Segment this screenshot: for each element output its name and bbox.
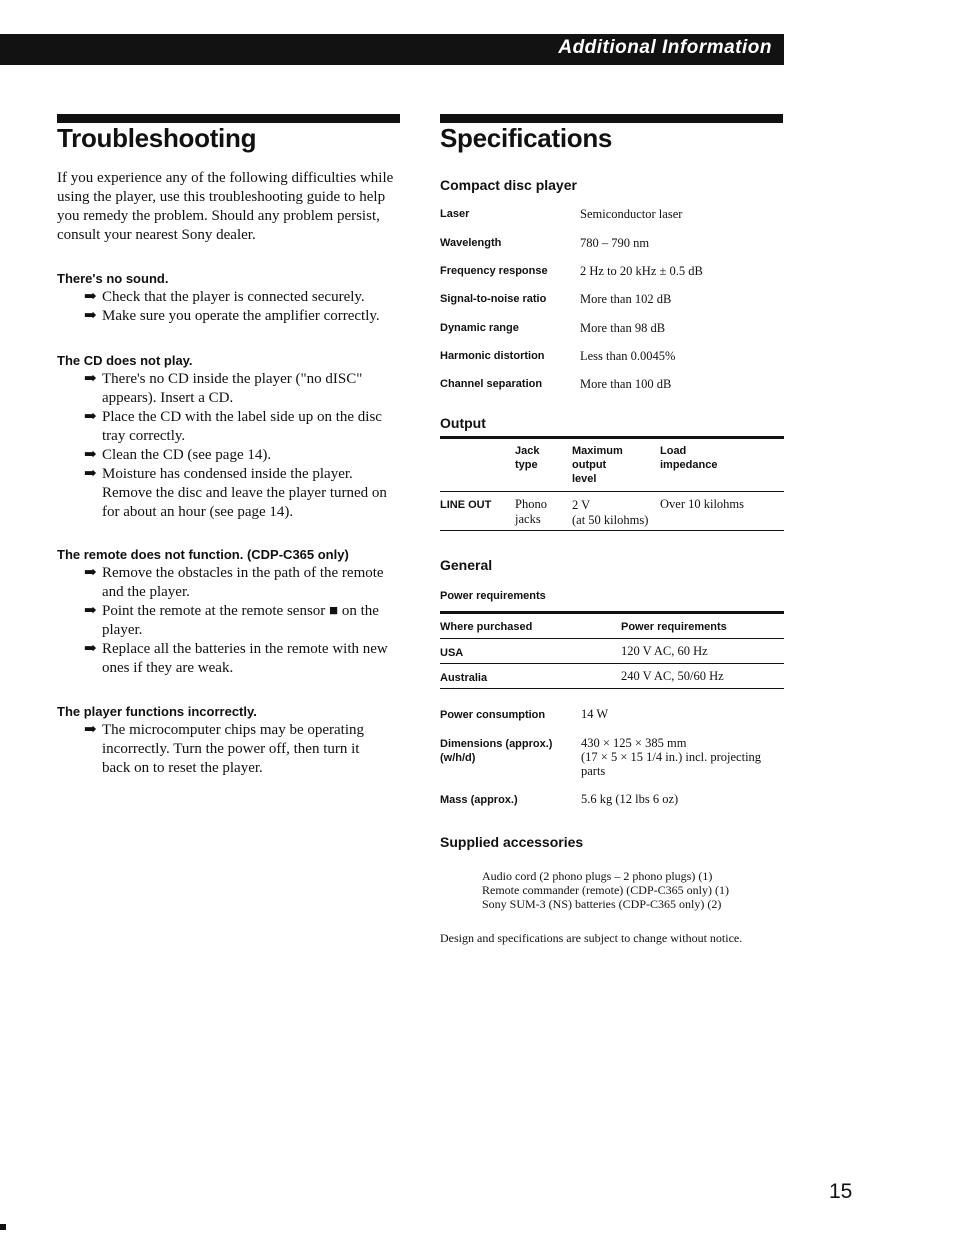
item-line: back on to reset the player. — [102, 760, 263, 776]
intro-line: If you experience any of the following difficulties while — [57, 170, 394, 186]
power-row-value: 120 V AC, 60 Hz — [621, 644, 708, 658]
spec-value: Less than 0.0045% — [580, 349, 676, 363]
arrow-right-icon: ➡ — [84, 603, 97, 619]
accessories-heading: Supplied accessories — [440, 834, 584, 850]
spec-value: More than 100 dB — [580, 377, 672, 391]
spec-label: Dynamic range — [440, 322, 519, 334]
item-line: tray correctly. — [102, 428, 186, 444]
spec-label: Harmonic distortion — [440, 350, 545, 362]
trouble-heading-cd-not-play: The CD does not play. — [57, 353, 193, 368]
mass-label: Mass (approx.) — [440, 794, 518, 806]
value-line: 430 × 125 × 385 mm — [581, 736, 687, 750]
list-item — [57, 602, 417, 640]
item-line: Remove the obstacles in the path of the remote — [102, 565, 384, 581]
intro-line: you remedy the problem. Should any problem persist, — [57, 208, 380, 224]
arrow-right-icon: ➡ — [84, 466, 97, 482]
trouble-list-incorrect — [57, 721, 417, 778]
list-item — [57, 465, 417, 522]
arrow-right-icon: ➡ — [84, 641, 97, 657]
section-header-title: Additional Information — [558, 37, 772, 58]
dimensions-label — [440, 737, 552, 765]
header-line: type — [515, 459, 538, 471]
arrow-right-icon: ➡ — [84, 409, 97, 425]
trouble-list-no-sound — [57, 288, 417, 326]
cell-line: Phono — [515, 497, 547, 511]
power-col-requirements: Power requirements — [621, 621, 727, 633]
value-line: (17 × 5 × 15 1/4 in.) incl. projecting — [581, 750, 762, 764]
item-line: Make sure you operate the amplifier correctly. — [102, 308, 380, 324]
troubleshooting-intro — [57, 169, 407, 245]
list-item — [57, 640, 417, 678]
power-consumption-value: 14 W — [581, 707, 609, 721]
dimensions-value — [581, 736, 761, 778]
list-item: Remote commander (remote) (CDP-C365 only) (1) — [482, 883, 729, 897]
output-table-bottom-rule — [440, 530, 784, 531]
item-line: The microcomputer chips may be operating — [102, 722, 364, 738]
header-line: impedance — [660, 459, 718, 471]
item-line: Place the CD with the label side up on the disc — [102, 409, 382, 425]
header-line: Maximum — [572, 445, 623, 457]
item-line: Moisture has condensed inside the player. — [102, 466, 353, 482]
item-line: for about an hour (see page 14). — [102, 504, 294, 520]
trouble-heading-incorrect: The player functions incorrectly. — [57, 704, 257, 719]
output-row-jack — [515, 497, 547, 527]
output-table-top-rule — [440, 436, 784, 439]
troubleshooting-rule — [57, 114, 400, 123]
arrow-right-icon: ➡ — [84, 308, 97, 324]
item-line: player. — [102, 622, 143, 638]
intro-line: using the player, use this troubleshooting guide to help — [57, 189, 386, 205]
power-row-region: USA — [440, 647, 464, 659]
spec-value: 2 Hz to 20 kHz ± 0.5 dB — [580, 264, 703, 278]
output-col-load — [660, 444, 717, 472]
list-item: Audio cord (2 phono plugs – 2 phono plugs) (1) — [482, 869, 713, 883]
power-table-top-rule — [440, 611, 784, 614]
spec-label: Frequency response — [440, 265, 548, 277]
specs-notice: Design and specifications are subject to change without notice. — [440, 931, 743, 945]
output-col-jack — [515, 444, 539, 472]
accessories-list — [482, 869, 729, 911]
spec-value: Semiconductor laser — [580, 207, 683, 221]
value-line: parts — [581, 764, 606, 778]
power-table-rule — [440, 663, 784, 664]
specifications-rule — [440, 114, 783, 123]
trouble-list-cd-not-play — [57, 370, 417, 522]
spec-label: Laser — [440, 208, 470, 220]
item-line: There's no CD inside the player ("no dISC" — [102, 371, 363, 387]
item-line: Point the remote at the remote sensor ■ on the — [102, 603, 379, 619]
power-col-where: Where purchased — [440, 621, 533, 633]
power-row-region: Australia — [440, 672, 488, 684]
list-item — [57, 721, 417, 778]
list-item — [57, 446, 417, 465]
output-row-load: Over 10 kilohms — [660, 497, 745, 511]
item-line: incorrectly. Turn the power off, then turn it — [102, 741, 360, 757]
item-line: Clean the CD (see page 14). — [102, 447, 272, 463]
power-table-rule — [440, 638, 784, 639]
section-header-band — [0, 34, 784, 65]
list-item: Sony SUM-3 (NS) batteries (CDP-C365 only) (2) — [482, 897, 722, 911]
output-table-mid-rule — [440, 491, 784, 492]
trouble-heading-remote: The remote does not function. (CDP-C365 only) — [57, 547, 349, 562]
cell-line: jacks — [515, 512, 541, 526]
spec-value: More than 102 dB — [580, 292, 672, 306]
troubleshooting-title: Troubleshooting — [57, 123, 257, 153]
intro-line: consult your nearest Sony dealer. — [57, 227, 256, 243]
arrow-right-icon: ➡ — [84, 447, 97, 463]
trouble-heading-no-sound: There's no sound. — [57, 271, 169, 286]
arrow-right-icon: ➡ — [84, 289, 97, 305]
power-consumption-label: Power consumption — [440, 709, 546, 721]
item-line: appears). Insert a CD. — [102, 390, 234, 406]
spec-value: More than 98 dB — [580, 321, 666, 335]
item-line: ones if they are weak. — [102, 660, 234, 676]
power-row-value: 240 V AC, 50/60 Hz — [621, 669, 724, 683]
header-line: Load — [660, 445, 687, 457]
cell-line: (at 50 kilohms) — [572, 513, 649, 527]
spec-label: Channel separation — [440, 378, 543, 390]
item-line: Replace all the batteries in the remote with new — [102, 641, 388, 657]
item-line: Check that the player is connected securely. — [102, 289, 365, 305]
label-line: Dimensions (approx.) — [440, 738, 553, 750]
power-table-bottom-rule — [440, 688, 784, 689]
header-line: Jack — [515, 445, 540, 457]
mass-value: 5.6 kg (12 lbs 6 oz) — [581, 792, 679, 806]
trouble-list-remote — [57, 564, 417, 678]
list-item — [57, 564, 417, 602]
page-number: 15 — [829, 1180, 853, 1203]
output-heading: Output — [440, 415, 486, 431]
output-row-level — [572, 498, 648, 528]
item-line: and the player. — [102, 584, 190, 600]
label-line: (w/h/d) — [440, 752, 476, 764]
spec-label: Signal-to-noise ratio — [440, 293, 547, 305]
general-heading: General — [440, 557, 493, 573]
compact-disc-heading: Compact disc player — [440, 177, 577, 193]
output-col-level — [572, 444, 623, 486]
cell-line: 2 V — [572, 498, 591, 512]
spec-label: Wavelength — [440, 237, 502, 249]
arrow-right-icon: ➡ — [84, 722, 97, 738]
spec-value: 780 – 790 nm — [580, 236, 650, 250]
specifications-title: Specifications — [440, 123, 613, 153]
arrow-right-icon: ➡ — [84, 371, 97, 387]
list-item — [57, 408, 417, 446]
output-row-name: LINE OUT — [440, 499, 492, 511]
corner-mark — [0, 1224, 6, 1230]
arrow-right-icon: ➡ — [84, 565, 97, 581]
list-item — [57, 370, 417, 408]
header-line: output — [572, 459, 607, 471]
list-item — [57, 288, 417, 307]
power-requirements-label: Power requirements — [440, 590, 546, 602]
item-line: Remove the disc and leave the player turned on — [102, 485, 387, 501]
list-item — [57, 307, 417, 326]
header-line: level — [572, 473, 597, 485]
